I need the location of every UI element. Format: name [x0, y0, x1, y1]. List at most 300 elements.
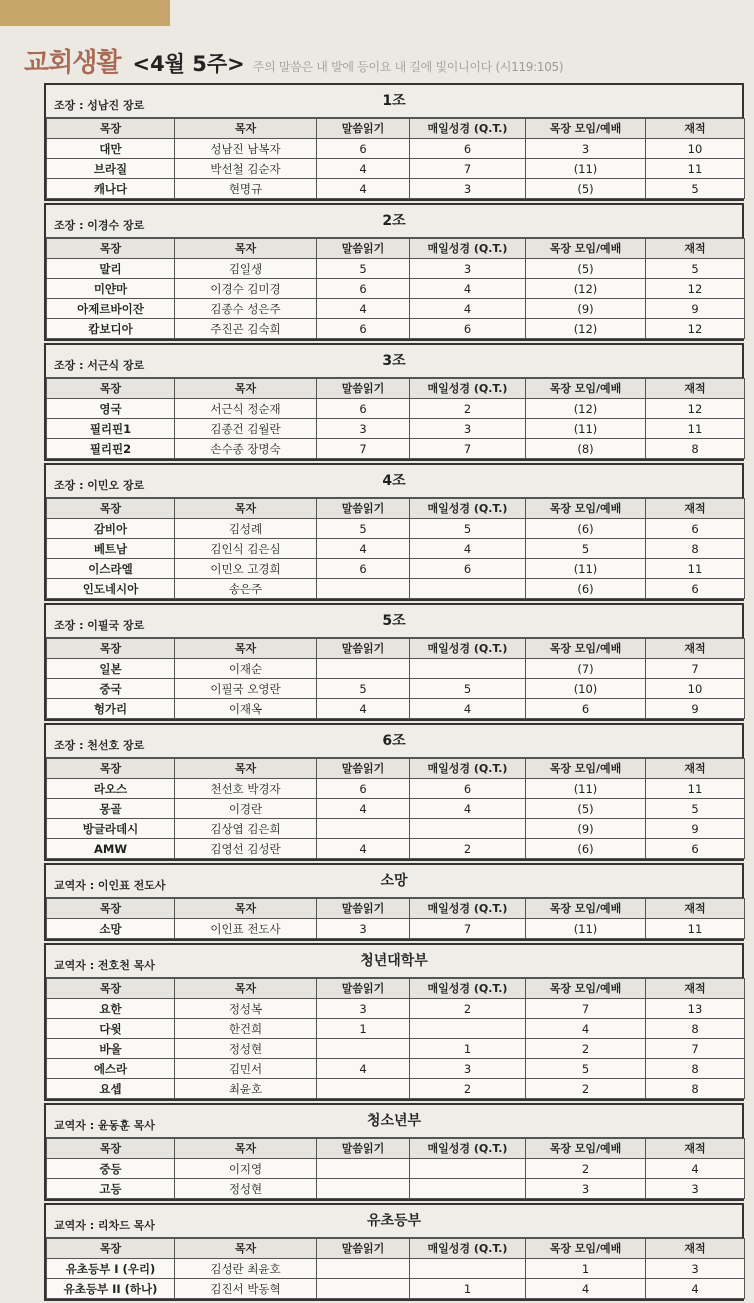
group-block	[44, 723, 744, 861]
column-header: 매일성경 (Q.T.)	[410, 1239, 526, 1259]
column-header: 매일성경 (Q.T.)	[410, 1139, 526, 1159]
table-cell: 현명규	[175, 179, 317, 199]
table-cell: 주진곤 김숙희	[175, 319, 317, 339]
column-header: 목장	[47, 239, 175, 259]
table-cell: 4	[526, 1279, 646, 1299]
table-cell: 4	[317, 839, 410, 859]
table-cell: 11	[646, 919, 745, 939]
column-header: 목자	[175, 1239, 317, 1259]
table-cell: (8)	[526, 439, 646, 459]
table-cell: 김영선 김성란	[175, 839, 317, 859]
table-row	[47, 1259, 745, 1279]
table-row	[47, 919, 745, 939]
table-cell: 11	[646, 779, 745, 799]
table-cell: (5)	[526, 259, 646, 279]
group-table	[46, 118, 745, 199]
table-cell: 유초등부 I (우리)	[47, 1259, 175, 1279]
column-header: 재적	[646, 639, 745, 659]
column-header: 매일성경 (Q.T.)	[410, 379, 526, 399]
column-header: 말씀읽기	[317, 119, 410, 139]
table-cell: 1	[410, 1039, 526, 1059]
column-header: 말씀읽기	[317, 499, 410, 519]
column-header: 매일성경 (Q.T.)	[410, 639, 526, 659]
group-table	[46, 898, 745, 939]
table-row	[47, 1059, 745, 1079]
table-cell: 7	[410, 919, 526, 939]
table-cell: 김성례	[175, 519, 317, 539]
table-cell: 3	[526, 139, 646, 159]
table-cell: (9)	[526, 819, 646, 839]
column-header: 목장	[47, 639, 175, 659]
table-cell: 서근식 정순재	[175, 399, 317, 419]
table-cell: 2	[410, 399, 526, 419]
table-cell: 9	[646, 699, 745, 719]
table-cell: 6	[317, 139, 410, 159]
table-cell: 4	[317, 299, 410, 319]
column-header: 목장 모임/예배	[526, 979, 646, 999]
table-cell: 김상엽 김은희	[175, 819, 317, 839]
table-row	[47, 1039, 745, 1059]
group-table	[46, 378, 745, 459]
table-cell: 5	[317, 259, 410, 279]
table-cell: 7	[410, 439, 526, 459]
column-header: 말씀읽기	[317, 1139, 410, 1159]
table-cell: 천선호 박경자	[175, 779, 317, 799]
column-header: 목장	[47, 1239, 175, 1259]
table-cell: 6	[317, 779, 410, 799]
table-cell: (11)	[526, 159, 646, 179]
group-block	[44, 83, 744, 201]
table-cell	[317, 1079, 410, 1099]
table-cell: 김종수 성은주	[175, 299, 317, 319]
group-name: 4조	[382, 473, 406, 489]
table-cell: 김민서	[175, 1059, 317, 1079]
table-row	[47, 819, 745, 839]
table-cell: 베트남	[47, 539, 175, 559]
table-cell: 감비아	[47, 519, 175, 539]
table-cell: 송은주	[175, 579, 317, 599]
table-row	[47, 779, 745, 799]
table-cell: (12)	[526, 319, 646, 339]
table-row	[47, 319, 745, 339]
table-cell: 김성란 최윤호	[175, 1259, 317, 1279]
column-header: 말씀읽기	[317, 759, 410, 779]
column-header: 목장 모임/예배	[526, 1139, 646, 1159]
group-name: 3조	[382, 353, 406, 369]
table-header-row	[47, 499, 745, 519]
table-cell: 요셉	[47, 1079, 175, 1099]
group-table	[46, 238, 745, 339]
column-header: 매일성경 (Q.T.)	[410, 979, 526, 999]
column-header: 재적	[646, 759, 745, 779]
column-header: 목장 모임/예배	[526, 119, 646, 139]
column-header: 말씀읽기	[317, 1239, 410, 1259]
column-header: 말씀읽기	[317, 639, 410, 659]
group-block	[44, 1203, 744, 1301]
column-header: 매일성경 (Q.T.)	[410, 899, 526, 919]
table-cell: (6)	[526, 579, 646, 599]
table-cell: 9	[646, 819, 745, 839]
table-cell: 4	[646, 1159, 745, 1179]
group-leader: 조장 : 천선호 장로	[54, 739, 145, 752]
table-row	[47, 559, 745, 579]
table-cell: AMW	[47, 839, 175, 859]
table-cell: 3	[646, 1179, 745, 1199]
table-cell: 헝가리	[47, 699, 175, 719]
column-header: 목자	[175, 379, 317, 399]
group-block	[44, 463, 744, 601]
table-row	[47, 659, 745, 679]
table-cell: 11	[646, 419, 745, 439]
table-cell: 3	[410, 179, 526, 199]
table-cell: 7	[646, 1039, 745, 1059]
table-row	[47, 699, 745, 719]
group-header	[46, 945, 742, 978]
table-cell	[317, 1259, 410, 1279]
table-cell: 몽골	[47, 799, 175, 819]
table-cell: 12	[646, 319, 745, 339]
table-cell: 이지영	[175, 1159, 317, 1179]
table-cell: 이경란	[175, 799, 317, 819]
table-cell: 5	[526, 1059, 646, 1079]
table-cell: 중국	[47, 679, 175, 699]
table-cell	[317, 1279, 410, 1299]
table-cell: 4	[317, 539, 410, 559]
table-cell: 2	[410, 999, 526, 1019]
table-cell: 정성현	[175, 1179, 317, 1199]
table-cell: 바울	[47, 1039, 175, 1059]
table-cell: 7	[646, 659, 745, 679]
column-header: 목자	[175, 499, 317, 519]
table-cell: 13	[646, 999, 745, 1019]
table-row	[47, 679, 745, 699]
table-header-row	[47, 239, 745, 259]
table-cell	[410, 1259, 526, 1279]
table-cell: 3	[410, 1059, 526, 1079]
table-row	[47, 1159, 745, 1179]
column-header: 목장 모임/예배	[526, 379, 646, 399]
column-header: 재적	[646, 899, 745, 919]
table-row	[47, 399, 745, 419]
table-cell: 캄보디아	[47, 319, 175, 339]
group-table	[46, 758, 745, 859]
table-cell: 11	[646, 559, 745, 579]
table-cell: 대만	[47, 139, 175, 159]
column-header: 재적	[646, 239, 745, 259]
table-cell: 김종건 김월란	[175, 419, 317, 439]
group-header	[46, 1105, 742, 1138]
column-header: 말씀읽기	[317, 979, 410, 999]
table-cell: 이민오 고경희	[175, 559, 317, 579]
column-header: 매일성경 (Q.T.)	[410, 499, 526, 519]
table-cell: (5)	[526, 179, 646, 199]
table-cell	[317, 1159, 410, 1179]
column-header: 목자	[175, 239, 317, 259]
table-cell: 4	[317, 159, 410, 179]
table-row	[47, 539, 745, 559]
table-cell: 1	[317, 1019, 410, 1039]
group-leader: 교역자 : 전호천 목사	[54, 959, 155, 972]
group-header	[46, 465, 742, 498]
table-cell: 5	[646, 179, 745, 199]
table-cell: (11)	[526, 419, 646, 439]
table-cell: 5	[526, 539, 646, 559]
column-header: 목장	[47, 1139, 175, 1159]
table-cell: (11)	[526, 919, 646, 939]
group-table	[46, 638, 745, 719]
table-cell: (11)	[526, 559, 646, 579]
group-leader: 교역자 : 이인표 전도사	[54, 879, 166, 892]
table-cell	[317, 1179, 410, 1199]
column-header: 목자	[175, 899, 317, 919]
table-cell: 5	[317, 519, 410, 539]
attendance-groups	[44, 83, 744, 1303]
table-cell: 3	[410, 259, 526, 279]
table-cell	[317, 659, 410, 679]
table-cell: (10)	[526, 679, 646, 699]
table-cell: 2	[526, 1079, 646, 1099]
bible-verse: 주의 말씀은 내 발에 등이요 내 길에 빛이니이다 (시119:105)	[252, 60, 564, 74]
table-header-row	[47, 119, 745, 139]
table-header-row	[47, 979, 745, 999]
table-cell: (7)	[526, 659, 646, 679]
group-header	[46, 345, 742, 378]
column-header: 목자	[175, 979, 317, 999]
group-name: 1조	[382, 93, 406, 109]
table-cell: 성남진 남복자	[175, 139, 317, 159]
table-cell: 3	[410, 419, 526, 439]
table-cell: 4	[410, 799, 526, 819]
table-cell: 인도네시아	[47, 579, 175, 599]
column-header: 목장 모임/예배	[526, 759, 646, 779]
group-leader: 조장 : 성남진 장로	[54, 99, 145, 112]
table-cell: 6	[410, 779, 526, 799]
table-cell: (12)	[526, 279, 646, 299]
column-header: 재적	[646, 1139, 745, 1159]
column-header: 말씀읽기	[317, 379, 410, 399]
table-cell: 9	[646, 299, 745, 319]
table-cell	[410, 1179, 526, 1199]
table-cell: 미얀마	[47, 279, 175, 299]
table-cell	[410, 1019, 526, 1039]
table-cell: 12	[646, 279, 745, 299]
table-cell: 6	[317, 559, 410, 579]
table-cell	[317, 1039, 410, 1059]
table-cell: 8	[646, 539, 745, 559]
table-cell: 5	[410, 519, 526, 539]
table-cell: 3	[526, 1179, 646, 1199]
group-table	[46, 1138, 745, 1199]
table-header-row	[47, 899, 745, 919]
table-cell: 10	[646, 139, 745, 159]
table-row	[47, 139, 745, 159]
page-header	[24, 42, 744, 78]
table-row	[47, 159, 745, 179]
group-header	[46, 1205, 742, 1238]
group-block	[44, 603, 744, 721]
table-cell: 8	[646, 1019, 745, 1039]
table-cell	[410, 659, 526, 679]
table-cell: 5	[317, 679, 410, 699]
column-header: 목자	[175, 639, 317, 659]
group-name: 5조	[382, 613, 406, 629]
group-block	[44, 343, 744, 461]
table-cell: 4	[646, 1279, 745, 1299]
column-header: 목장	[47, 979, 175, 999]
table-cell: 6	[317, 399, 410, 419]
column-header: 재적	[646, 379, 745, 399]
table-cell: 2	[526, 1039, 646, 1059]
column-header: 목자	[175, 119, 317, 139]
group-name: 청년대학부	[360, 953, 428, 969]
group-block	[44, 203, 744, 341]
table-cell: 이인표 전도사	[175, 919, 317, 939]
week-label: <4월 5주>	[132, 52, 245, 76]
table-row	[47, 519, 745, 539]
column-header: 목장 모임/예배	[526, 1239, 646, 1259]
group-name: 6조	[382, 733, 406, 749]
table-cell: 7	[410, 159, 526, 179]
column-header: 목자	[175, 759, 317, 779]
table-row	[47, 1019, 745, 1039]
column-header: 말씀읽기	[317, 899, 410, 919]
table-cell: 5	[646, 799, 745, 819]
group-header	[46, 725, 742, 758]
table-cell: 2	[410, 839, 526, 859]
column-header: 목장 모임/예배	[526, 499, 646, 519]
table-cell: 6	[317, 279, 410, 299]
table-cell: 4	[317, 179, 410, 199]
group-leader: 조장 : 이민오 장로	[54, 479, 145, 492]
group-header	[46, 865, 742, 898]
table-cell: 6	[410, 559, 526, 579]
table-cell: 손수종 장명숙	[175, 439, 317, 459]
table-header-row	[47, 639, 745, 659]
table-row	[47, 1279, 745, 1299]
table-cell: 정성복	[175, 999, 317, 1019]
table-header-row	[47, 1139, 745, 1159]
table-row	[47, 839, 745, 859]
table-cell: 5	[410, 679, 526, 699]
table-cell: 3	[317, 919, 410, 939]
table-cell: 필리핀2	[47, 439, 175, 459]
table-cell: 2	[526, 1159, 646, 1179]
table-cell: 4	[317, 1059, 410, 1079]
page-tab-accent	[0, 0, 170, 26]
table-cell	[410, 579, 526, 599]
table-cell: 영국	[47, 399, 175, 419]
table-cell: 중등	[47, 1159, 175, 1179]
table-row	[47, 299, 745, 319]
table-cell: 6	[410, 139, 526, 159]
table-row	[47, 279, 745, 299]
table-cell: 4	[317, 699, 410, 719]
group-table	[46, 498, 745, 599]
table-cell: 유초등부 II (하나)	[47, 1279, 175, 1299]
table-cell: 6	[410, 319, 526, 339]
table-cell: 김일생	[175, 259, 317, 279]
table-row	[47, 579, 745, 599]
table-cell: 정성현	[175, 1039, 317, 1059]
table-cell: 1	[526, 1259, 646, 1279]
table-cell: 필리핀1	[47, 419, 175, 439]
table-header-row	[47, 759, 745, 779]
table-cell: (5)	[526, 799, 646, 819]
group-name: 2조	[382, 213, 406, 229]
table-cell: 김인식 김은심	[175, 539, 317, 559]
table-row	[47, 999, 745, 1019]
table-cell: 8	[646, 439, 745, 459]
table-cell: 이스라엘	[47, 559, 175, 579]
table-row	[47, 259, 745, 279]
column-header: 재적	[646, 1239, 745, 1259]
table-row	[47, 179, 745, 199]
table-cell: 4	[317, 799, 410, 819]
table-cell: (6)	[526, 839, 646, 859]
table-cell: 1	[410, 1279, 526, 1299]
table-cell: 7	[526, 999, 646, 1019]
table-cell: 3	[317, 419, 410, 439]
table-cell: 11	[646, 159, 745, 179]
group-name: 청소년부	[366, 1113, 422, 1129]
group-leader: 조장 : 이경수 장로	[54, 219, 145, 232]
table-cell: 4	[410, 299, 526, 319]
column-header: 재적	[646, 119, 745, 139]
table-cell: 말리	[47, 259, 175, 279]
table-row	[47, 439, 745, 459]
table-cell: 이경수 김미경	[175, 279, 317, 299]
column-header: 재적	[646, 979, 745, 999]
table-cell: 6	[526, 699, 646, 719]
table-cell: 방글라데시	[47, 819, 175, 839]
group-leader: 교역자 : 리차드 목사	[54, 1219, 155, 1232]
column-header: 목장	[47, 379, 175, 399]
table-cell: 이재순	[175, 659, 317, 679]
group-table	[46, 1238, 745, 1299]
table-cell: 다윗	[47, 1019, 175, 1039]
table-cell: 3	[646, 1259, 745, 1279]
table-row	[47, 1179, 745, 1199]
table-cell: 6	[317, 319, 410, 339]
table-cell: 박선철 김순자	[175, 159, 317, 179]
table-cell: 최윤호	[175, 1079, 317, 1099]
table-cell: 라오스	[47, 779, 175, 799]
group-leader: 교역자 : 윤동훈 목사	[54, 1119, 155, 1132]
table-cell: 2	[410, 1079, 526, 1099]
column-header: 매일성경 (Q.T.)	[410, 239, 526, 259]
table-cell: 8	[646, 1079, 745, 1099]
group-block	[44, 863, 744, 941]
group-header	[46, 605, 742, 638]
group-name: 유초등부	[366, 1213, 422, 1229]
table-cell	[410, 1159, 526, 1179]
table-cell: 6	[646, 519, 745, 539]
table-cell: 아제르바이잔	[47, 299, 175, 319]
group-table	[46, 978, 745, 1099]
group-header	[46, 205, 742, 238]
table-cell: 4	[410, 699, 526, 719]
table-cell: 6	[646, 839, 745, 859]
table-cell: (6)	[526, 519, 646, 539]
table-cell: 소망	[47, 919, 175, 939]
group-header	[46, 85, 742, 118]
table-header-row	[47, 1239, 745, 1259]
table-cell: 8	[646, 1059, 745, 1079]
column-header: 말씀읽기	[317, 239, 410, 259]
table-cell: 5	[646, 259, 745, 279]
table-cell: (11)	[526, 779, 646, 799]
table-cell: 한건희	[175, 1019, 317, 1039]
